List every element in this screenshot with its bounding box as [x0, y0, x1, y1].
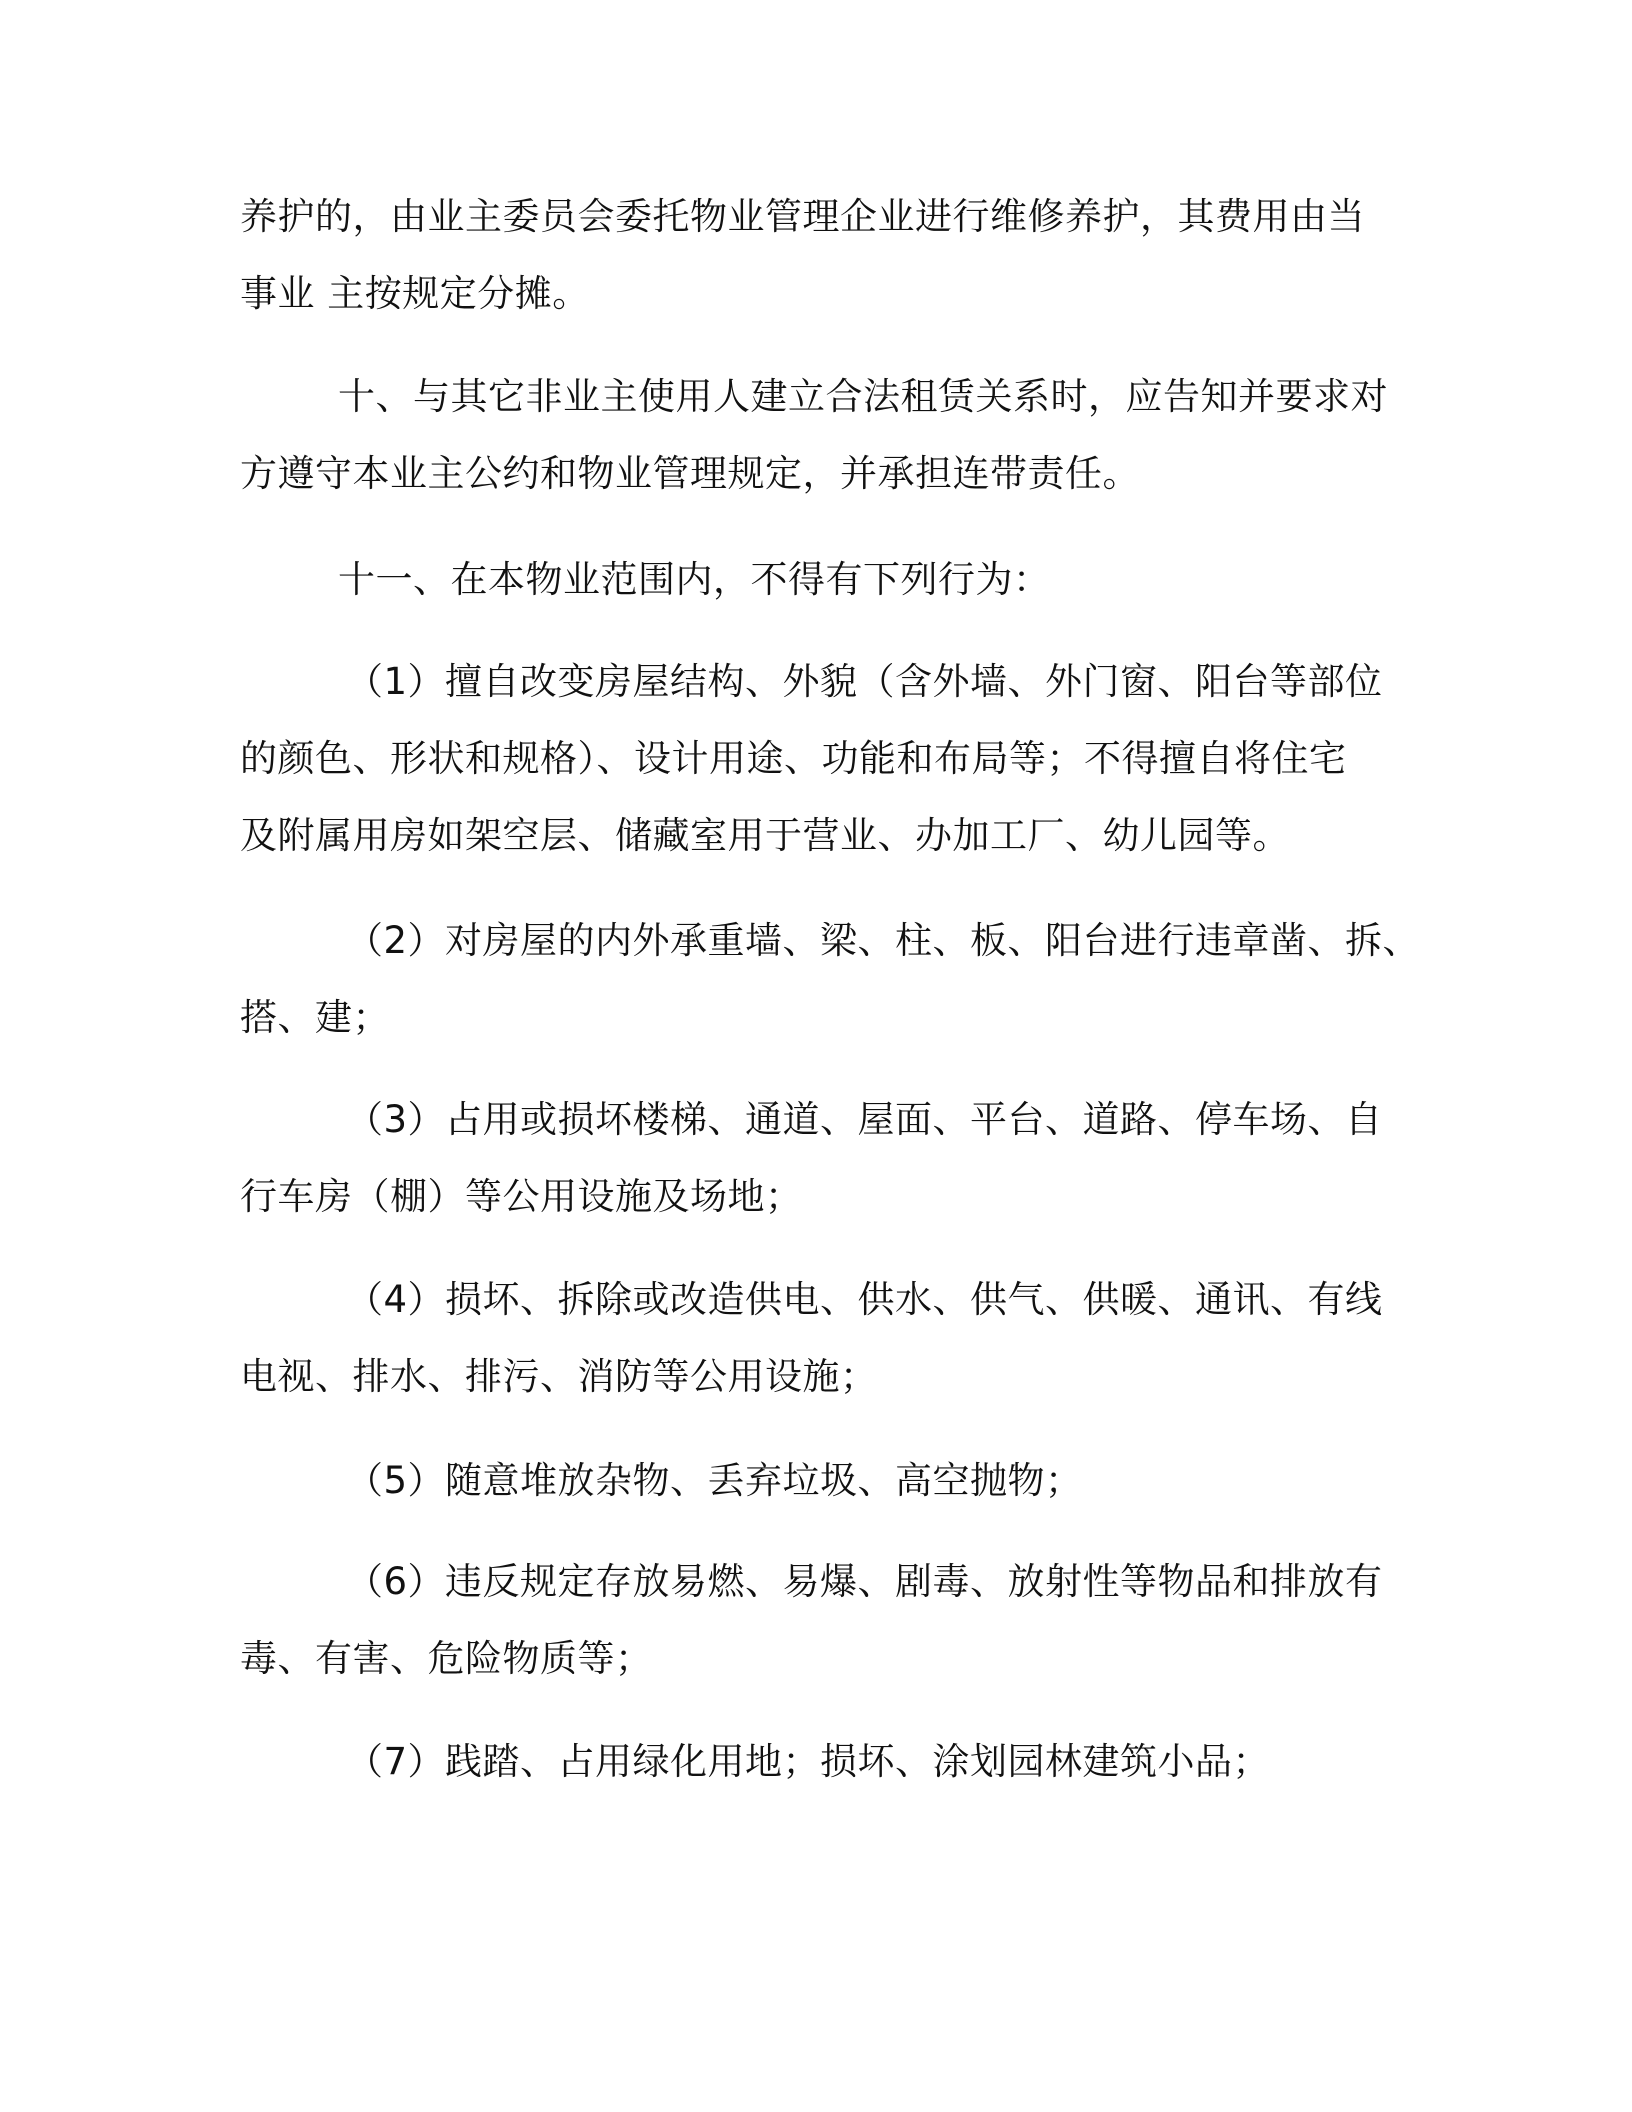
text-line: 的颜色、形状和规格）、设计用途、功能和布局等；不得擅自将住宅 — [240, 737, 1347, 780]
text-line: （2）对房屋的内外承重墙、梁、柱、板、阳台进行违章凿、拆、 — [346, 919, 1421, 962]
text-line: 电视、排水、排污、消防等公用设施； — [240, 1355, 878, 1398]
text-line: 行车房（棚）等公用设施及场地； — [240, 1175, 803, 1218]
text-line: 养护的，由业主委员会委托物业管理企业进行维修养护，其费用由当 — [240, 195, 1365, 238]
paragraph-item-11-6 — [240, 1543, 1390, 1697]
text-line: 毒、有害、危险物质等； — [240, 1637, 653, 1680]
paragraph-item-11-4 — [240, 1261, 1390, 1415]
text-line: （4）损坏、拆除或改造供电、供水、供气、供暖、通讯、有线 — [346, 1278, 1383, 1321]
paragraph-item-11 — [240, 541, 1390, 618]
text-line: （6）违反规定存放易燃、易爆、剧毒、放射性等物品和排放有 — [346, 1560, 1383, 1603]
text-line: （3）占用或损坏楼梯、通道、屋面、平台、道路、停车场、自 — [346, 1098, 1383, 1141]
text-line: （1）擅自改变房屋结构、外貌（含外墙、外门窗、阳台等部位 — [346, 660, 1383, 703]
text-line: （5）随意堆放杂物、丢弃垃圾、高空抛物； — [346, 1459, 1083, 1502]
paragraph-item-11-5 — [240, 1442, 1390, 1519]
text-line: 十、与其它非业主使用人建立合法租赁关系时，应告知并要求对 — [338, 375, 1388, 418]
text-line: （7）践踏、占用绿化用地；损坏、涂划园林建筑小品； — [346, 1740, 1271, 1783]
text-line: 方遵守本业主公约和物业管理规定，并承担连带责任。 — [240, 452, 1140, 495]
paragraph-item-11-1 — [240, 643, 1390, 874]
text-line: 十一、在本物业范围内，不得有下列行为： — [338, 558, 1051, 601]
text-line: 搭、建； — [240, 996, 390, 1039]
paragraph-item-10 — [240, 358, 1390, 512]
text-line: 事业 主按规定分摊。 — [240, 272, 590, 315]
paragraph-item-11-3 — [240, 1081, 1390, 1235]
paragraph-continued — [240, 178, 1390, 332]
paragraph-item-11-2 — [240, 902, 1421, 1056]
paragraph-item-11-7 — [240, 1723, 1390, 1800]
text-line: 及附属用房如架空层、储藏室用于营业、办加工厂、幼儿园等。 — [240, 814, 1290, 857]
